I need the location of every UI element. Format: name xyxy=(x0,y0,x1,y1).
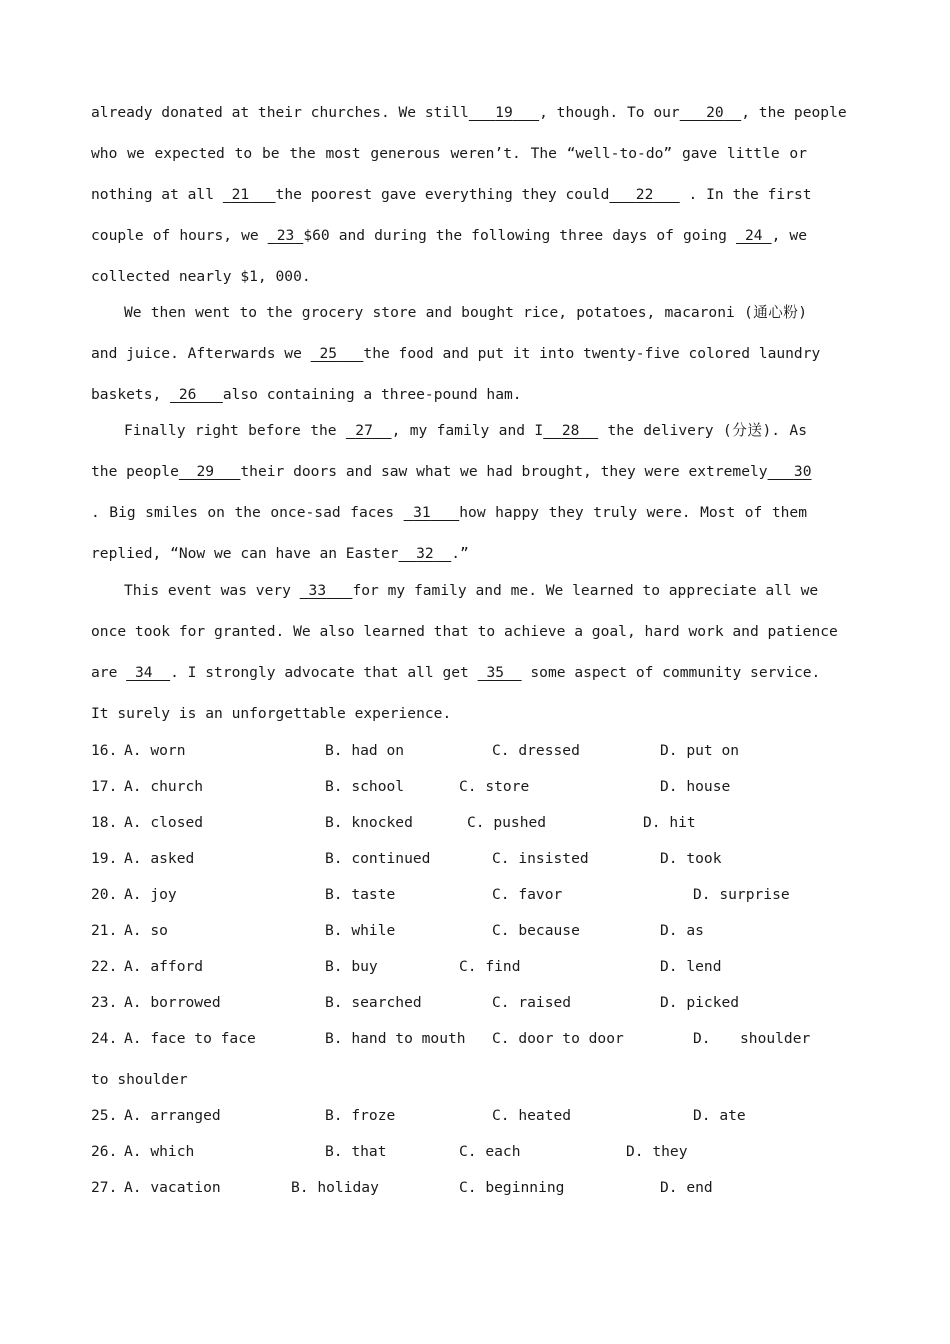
option-a: A. joy xyxy=(124,886,177,903)
option-b: B. continued xyxy=(325,850,431,867)
option-b: B. that xyxy=(325,1143,387,1160)
option-b: B. taste xyxy=(325,886,396,903)
option-d: D. lend xyxy=(660,958,722,975)
option-a: A. face to face xyxy=(124,1030,256,1047)
option-d: D. as xyxy=(660,922,704,939)
option-d: D. xyxy=(693,1030,711,1047)
text: It surely is an unforgettable experience. xyxy=(91,705,452,722)
option-b: B. froze xyxy=(325,1107,396,1124)
option-a: A. arranged xyxy=(124,1107,221,1124)
option-d: D. ate xyxy=(693,1107,746,1124)
blank-35: 35 xyxy=(486,664,505,681)
question-number: 17. xyxy=(91,778,118,795)
option-b: B. hand to mouth xyxy=(325,1030,466,1047)
option-a: A. so xyxy=(124,922,168,939)
passage-line xyxy=(91,103,847,123)
text: This event was very xyxy=(124,582,291,599)
text: the people xyxy=(91,463,179,480)
blank-30: 30 xyxy=(793,463,812,480)
question-number: 22. xyxy=(91,958,118,975)
question-24 xyxy=(91,1029,811,1049)
question-24-wrap xyxy=(91,1070,807,1090)
passage-line xyxy=(91,344,821,364)
option-d: D. put on xyxy=(660,742,740,759)
passage-line xyxy=(91,704,807,724)
passage-line xyxy=(124,581,819,601)
text: nothing at all xyxy=(91,186,215,203)
option-b: B. searched xyxy=(325,994,422,1011)
option-d: D. took xyxy=(660,850,722,867)
option-b: B. knocked xyxy=(325,814,413,831)
blank-31: 31 xyxy=(413,504,431,521)
text: their doors and saw what we had brought, they were extremely xyxy=(240,463,768,480)
question-number: 26. xyxy=(91,1143,118,1160)
option-a: A. borrowed xyxy=(124,994,221,1011)
blank-19: 19 xyxy=(495,104,513,121)
option-c: C. beginning xyxy=(459,1179,565,1196)
blank-20: 20 xyxy=(706,104,724,121)
text: collected nearly $1, 000. xyxy=(91,268,311,285)
question-number: 27. xyxy=(91,1179,118,1196)
question-number: 20. xyxy=(91,886,118,903)
option-a: A. church xyxy=(124,778,204,795)
option-c: C. pushed xyxy=(467,814,547,831)
question-number: 19. xyxy=(91,850,118,867)
text: and juice. Afterwards we xyxy=(91,345,302,362)
option-d: D. hit xyxy=(643,814,696,831)
question-22 xyxy=(91,957,807,977)
question-number: 18. xyxy=(91,814,118,831)
blank-28: 28 xyxy=(561,422,580,439)
question-23 xyxy=(91,993,807,1013)
option-a: A. which xyxy=(124,1143,195,1160)
blank-25: 25 xyxy=(319,345,338,362)
text: , we xyxy=(771,227,807,244)
option-d-text: shoulder xyxy=(740,1030,811,1047)
passage-line xyxy=(91,144,807,164)
blank-21: 21 xyxy=(231,186,250,203)
text: baskets, xyxy=(91,386,162,403)
option-a: A. vacation xyxy=(124,1179,221,1196)
option-a: A. afford xyxy=(124,958,204,975)
text: couple of hours, we xyxy=(91,227,259,244)
text: . In the first xyxy=(688,186,812,203)
option-c: C. find xyxy=(459,958,521,975)
question-20 xyxy=(91,885,807,905)
question-18 xyxy=(91,813,807,833)
passage-line xyxy=(91,385,807,405)
option-d: D. end xyxy=(660,1179,713,1196)
passage-line xyxy=(91,544,807,564)
option-d: D. surprise xyxy=(693,886,790,903)
option-c: C. each xyxy=(459,1143,521,1160)
text: the food and put it into twenty-five colored laundry xyxy=(363,345,821,362)
blank-26: 26 xyxy=(178,386,197,403)
text: how happy they truly were. Most of them xyxy=(459,504,807,521)
text: the poorest gave everything they could xyxy=(275,186,610,203)
question-17 xyxy=(91,777,807,797)
blank-34: 34 xyxy=(134,664,153,681)
text: replied, “Now we can have an Easter xyxy=(91,545,399,562)
passage-line xyxy=(124,303,807,323)
passage-line xyxy=(91,663,821,683)
option-d: D. picked xyxy=(660,994,740,1011)
blank-33: 33 xyxy=(308,582,327,599)
text: We then went to the grocery store and bought rice, potatoes, macaroni (通心粉) xyxy=(124,304,807,321)
option-c: C. favor xyxy=(492,886,563,903)
option-a: A. worn xyxy=(124,742,186,759)
text: for my family and me. We learned to appreciate all we xyxy=(352,582,819,599)
question-number: 16. xyxy=(91,742,118,759)
text: $60 and during the following three days of going xyxy=(303,227,727,244)
option-c: C. heated xyxy=(492,1107,572,1124)
option-c: C. door to door xyxy=(492,1030,624,1047)
option-b: B. holiday xyxy=(291,1179,379,1196)
text: already donated at their churches. We still xyxy=(91,104,469,121)
text: Finally right before the xyxy=(124,422,337,439)
blank-22: 22 xyxy=(635,186,654,203)
passage-line xyxy=(91,226,807,246)
text: . I strongly advocate that all get xyxy=(170,664,469,681)
option-a: A. closed xyxy=(124,814,204,831)
question-number: 24. xyxy=(91,1030,118,1047)
option-d: D. house xyxy=(660,778,731,795)
blank-29: 29 xyxy=(196,463,215,480)
option-c: C. because xyxy=(492,922,580,939)
passage-line xyxy=(91,622,838,642)
question-21 xyxy=(91,921,807,941)
blank-24: 24 xyxy=(745,227,763,244)
option-b: B. school xyxy=(325,778,405,795)
text: are xyxy=(91,664,118,681)
option-b: B. buy xyxy=(325,958,378,975)
option-a: A. asked xyxy=(124,850,195,867)
passage-line xyxy=(91,462,812,482)
question-number: 25. xyxy=(91,1107,118,1124)
text: , the people xyxy=(741,104,847,121)
passage-line xyxy=(91,185,812,205)
option-c: C. raised xyxy=(492,994,572,1011)
text: . Big smiles on the once-sad faces xyxy=(91,504,395,521)
text: also containing a three-pound ham. xyxy=(222,386,522,403)
question-19 xyxy=(91,849,807,869)
option-b: B. had on xyxy=(325,742,405,759)
text: , my family and I xyxy=(391,422,544,439)
text: who we expected to be the most generous weren’t. The “well-to-do” gave little or xyxy=(91,145,807,162)
blank-32: 32 xyxy=(416,545,434,562)
question-number: 23. xyxy=(91,994,118,1011)
option-c: C. insisted xyxy=(492,850,589,867)
question-26 xyxy=(91,1142,807,1162)
blank-27: 27 xyxy=(355,422,373,439)
option-d-continuation: to shoulder xyxy=(91,1071,188,1088)
question-number: 21. xyxy=(91,922,118,939)
text: once took for granted. We also learned that to achieve a goal, hard work and patience xyxy=(91,623,838,640)
question-25 xyxy=(91,1106,807,1126)
text: , though. To our xyxy=(539,104,680,121)
option-c: C. store xyxy=(459,778,530,795)
option-c: C. dressed xyxy=(492,742,580,759)
passage-line xyxy=(91,267,807,287)
passage-line xyxy=(91,503,807,523)
text: the delivery (分送). As xyxy=(607,422,808,439)
option-d: D. they xyxy=(626,1143,688,1160)
text: .” xyxy=(451,545,469,562)
blank-23: 23 xyxy=(276,227,295,244)
question-27 xyxy=(91,1178,807,1198)
option-b: B. while xyxy=(325,922,396,939)
passage-line xyxy=(124,421,807,441)
question-16 xyxy=(91,741,807,761)
text: some aspect of community service. xyxy=(530,664,821,681)
